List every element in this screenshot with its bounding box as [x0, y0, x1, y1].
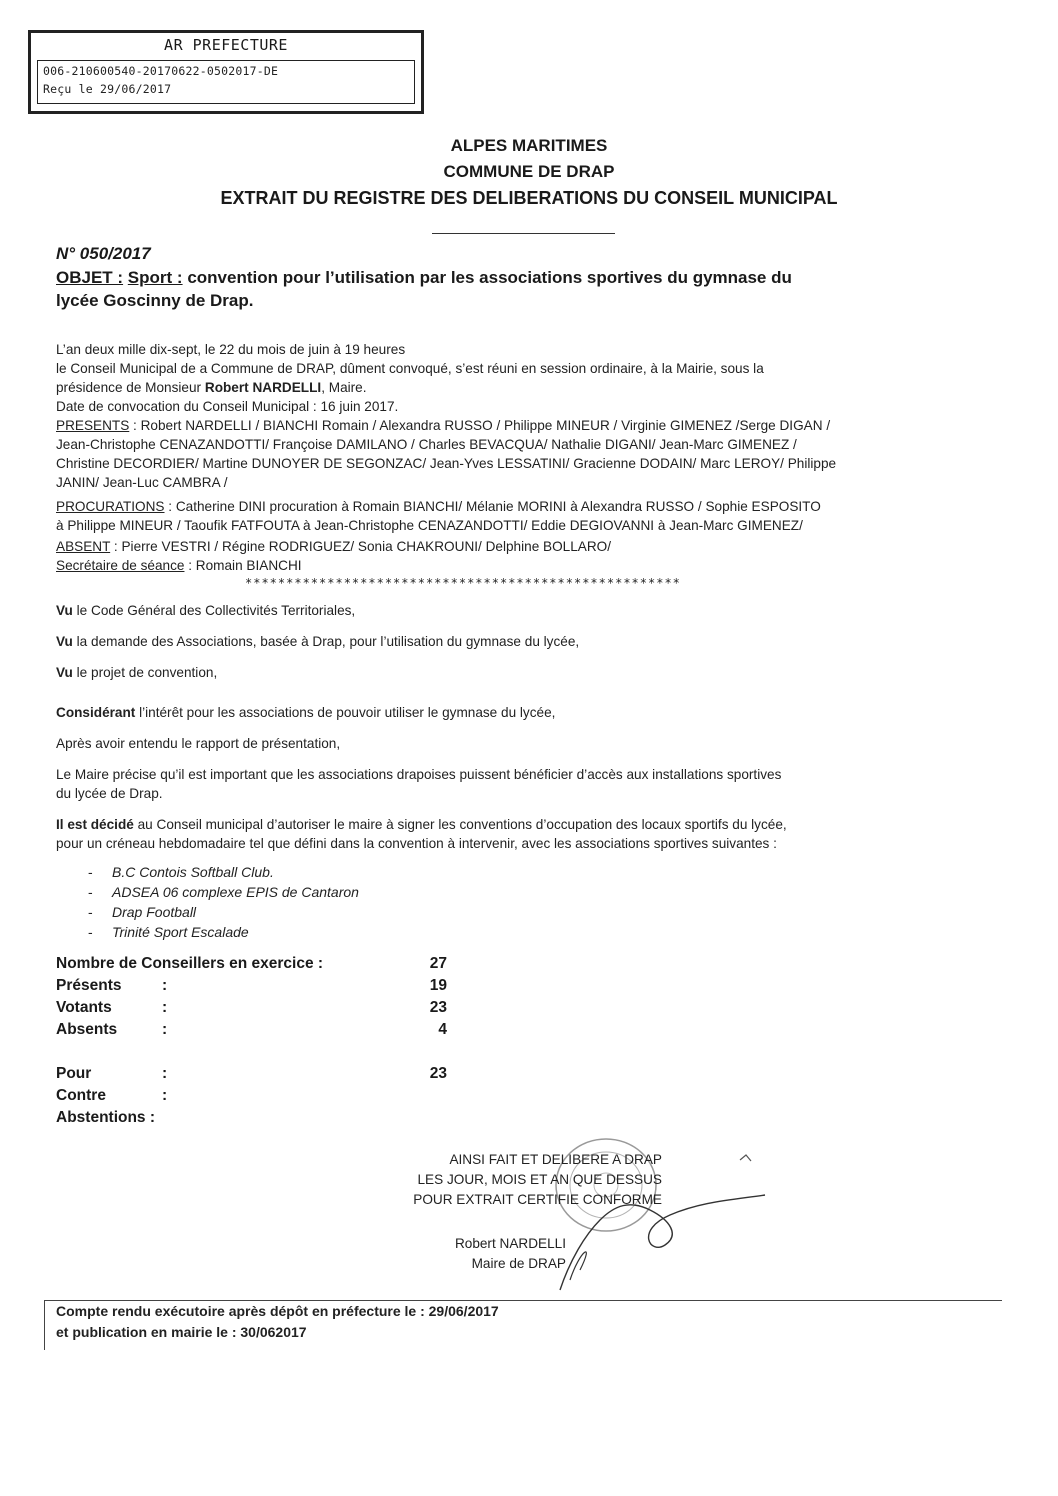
executory-line-1: Compte rendu exécutoire après dépôt en préfecture le : 29/06/2017 [56, 1303, 499, 1319]
colon: : [162, 1065, 168, 1082]
signatory-name: Robert NARDELLI [454, 1236, 566, 1251]
signature-line-2: LES JOUR, MOIS ET AN QUE DESSUS [417, 1172, 662, 1187]
deliberation-number: N° 050/2017 [56, 244, 151, 263]
executory-line-2: et publication en mairie le : 30/062017 [56, 1324, 307, 1340]
colon: : [162, 977, 168, 994]
signatory-title: Maire de DRAP [471, 1256, 566, 1271]
department-heading: ALPES MARITIMES [450, 136, 608, 155]
presents-text-1: : Robert NARDELLI / BIANCHI Romain / Alexandra RUSSO / Philippe MINEUR / Virginie GIMENEZ /Serge DIGAN / [129, 418, 831, 433]
heading-rule [432, 233, 615, 234]
considerant-label: Considérant [56, 705, 136, 720]
association-name: B.C Contois Softball Club. [112, 864, 274, 880]
prefecture-stamp [28, 30, 424, 114]
colon: : [162, 999, 168, 1016]
association-name: ADSEA 06 complexe EPIS de Cantaron [112, 884, 359, 900]
session-line-3-post: , Maire. [321, 380, 367, 395]
signature-line-1: AINSI FAIT ET DELIBERE A DRAP [449, 1152, 662, 1167]
list-dash: - [88, 924, 93, 940]
mayor-name: Robert NARDELLI [204, 380, 322, 395]
vu-projet [56, 663, 998, 682]
considerant [56, 703, 998, 722]
list-item [88, 924, 249, 940]
list-dash: - [88, 904, 93, 920]
pour-value: 23 [429, 1065, 447, 1082]
contre-label: Contre [56, 1087, 106, 1104]
presents-label: PRESENTS [56, 418, 130, 433]
vu-text-3: le projet de convention, [72, 665, 218, 680]
session-line-3 [56, 378, 998, 397]
procurations-label: PROCURATIONS [56, 499, 165, 514]
colon: : [162, 1021, 168, 1038]
absents-label: Absents [56, 1021, 118, 1038]
presents-count-label: Présents [56, 977, 122, 994]
presents-count-value: 19 [429, 977, 447, 994]
session-line-3-pre: présidence de Monsieur [56, 380, 205, 395]
list-dash: - [88, 884, 93, 900]
procurations-line-1 [56, 497, 998, 516]
absent-line [56, 537, 998, 556]
vu-code [56, 601, 998, 620]
decision-line-2: pour un créneau hebdomadaire tel que défini dans la convention à intervenir, avec les associations sportives suivantes : [56, 836, 777, 851]
maire-precise-2: du lycée de Drap. [56, 786, 163, 801]
presents-line-2: Jean-Christophe CENAZANDOTTI/ Françoise DAMILANO / Charles BEVACQUA/ Nathalie DIGANI/ Jean-Marc GIMENEZ / [56, 437, 797, 452]
decision-line-1 [56, 815, 998, 834]
votants-label: Votants [56, 999, 112, 1016]
list-item [88, 904, 196, 920]
absent-label: ABSENT [56, 539, 111, 554]
decision-text-1: au Conseil municipal d’autoriser le maire à signer les conventions d’occupation des locaux sportifs du lycée, [133, 817, 787, 832]
objet-text-1: convention pour l’utilisation par les associations sportives du gymnase du [187, 268, 792, 287]
commune-heading: COMMUNE DE DRAP [443, 162, 615, 181]
maire-precise-1: Le Maire précise qu’il est important que les associations drapoises puissent bénéficier d’accès aux installations sportives [56, 767, 782, 782]
vu-label-3: Vu [56, 665, 73, 680]
colon: : [162, 1087, 168, 1104]
convocation-date: Date de convocation du Conseil Municipal : 16 juin 2017. [56, 399, 399, 414]
exercice-value: 27 [429, 955, 447, 972]
absent-text: : Pierre VESTRI / Régine RODRIGUEZ/ Sonia CHAKROUNI/ Delphine BOLLARO/ [110, 539, 612, 554]
objet-line-1 [56, 268, 792, 288]
apres-rapport: Après avoir entendu le rapport de présentation, [56, 736, 341, 751]
list-item [88, 864, 274, 880]
vu-label-2: Vu [56, 634, 73, 649]
session-line-2: le Conseil Municipal de a Commune de DRAP, dûment convoqué, s’est réuni en session ordinaire, à la Mairie, sous la [56, 361, 764, 376]
objet-line-2: lycée Goscinny de Drap. [56, 291, 254, 310]
presents-line-3: Christine DECORDIER/ Martine DUNOYER DE SEGONZAC/ Jean-Yves LESSATINI/ Gracienne DODAIN/ Marc LEROY/ Philippe [56, 456, 837, 471]
stamp-reference: 006-210600540-20170622-0502017-DE [43, 64, 279, 78]
procurations-line-2: à Philippe MINEUR / Taoufik FATFOUTA à Jean-Christophe CENAZANDOTTI/ Eddie DEGIOVANNI à Jean-Marc GIMENEZ/ [56, 518, 803, 533]
procurations-text-1: : Catherine DINI procuration à Romain BIANCHI/ Mélanie MORINI à Alexandra RUSSO / Sophie ESPOSITO [164, 499, 821, 514]
exercice-label: Nombre de Conseillers en exercice : [56, 955, 324, 972]
stamp-received-date: Reçu le 29/06/2017 [43, 82, 172, 96]
stamp-title: AR PREFECTURE [164, 36, 288, 54]
vu-label-1: Vu [56, 603, 73, 618]
vu-text-2: la demande des Associations, basée à Drap, pour l’utilisation du gymnase du lycée, [72, 634, 580, 649]
presents-line-1 [56, 416, 998, 435]
abstentions-label: Abstentions : [56, 1109, 156, 1126]
absents-value: 4 [438, 1021, 447, 1038]
objet-label: OBJET : [56, 268, 124, 287]
list-item [88, 884, 359, 900]
association-name: Trinité Sport Escalade [112, 924, 249, 940]
stamp-inner-box [37, 60, 415, 104]
considerant-text: l’intérêt pour les associations de pouvoir utiliser le gymnase du lycée, [135, 705, 556, 720]
register-heading: EXTRAIT DU REGISTRE DES DELIBERATIONS DU CONSEIL MUNICIPAL [220, 188, 838, 208]
vu-text-1: le Code Général des Collectivités Territoriales, [72, 603, 356, 618]
list-dash: - [88, 864, 93, 880]
secretaire-text: : Romain BIANCHI [184, 558, 302, 573]
asterisk-separator: ***************************************************** [245, 576, 681, 590]
session-line-1: L’an deux mille dix-sept, le 22 du mois de juin à 19 heures [56, 342, 406, 357]
objet-topic: Sport : [127, 268, 183, 287]
presents-line-4: JANIN/ Jean-Luc CAMBRA / [56, 475, 228, 490]
votants-value: 23 [429, 999, 447, 1016]
signature-line-3: POUR EXTRAIT CERTIFIE CONFORME [413, 1192, 662, 1207]
decision-label: Il est décidé [56, 817, 134, 832]
association-name: Drap Football [112, 904, 197, 920]
vu-demande [56, 632, 998, 651]
secretaire-label: Secrétaire de séance [56, 558, 185, 573]
pour-label: Pour [56, 1065, 92, 1082]
secretaire-line [56, 556, 998, 575]
